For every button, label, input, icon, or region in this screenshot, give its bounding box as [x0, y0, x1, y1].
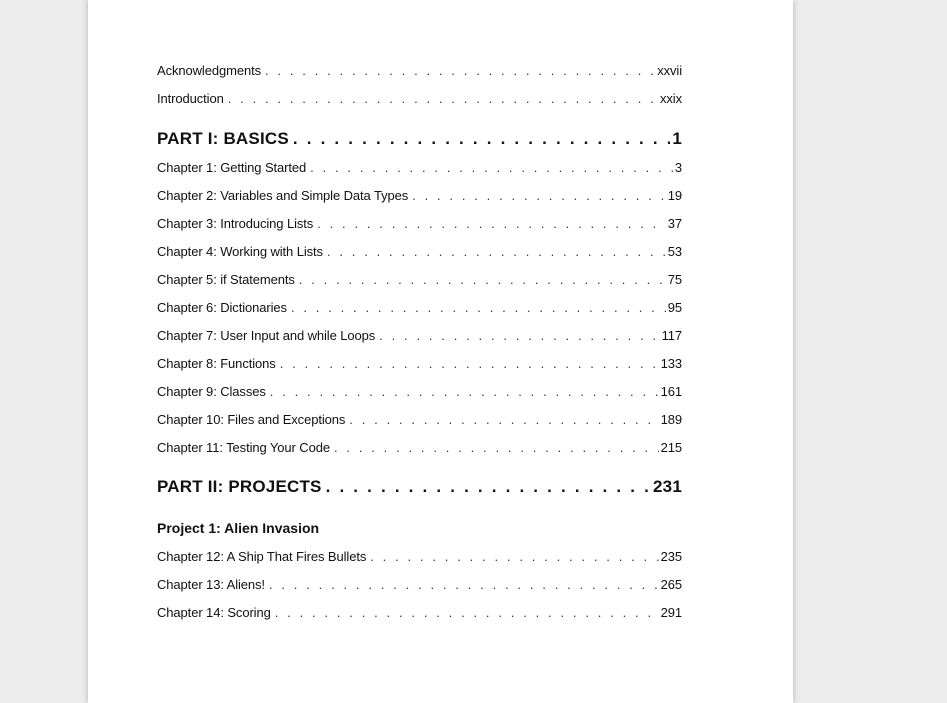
- toc-chapter-7[interactable]: [157, 328, 682, 343]
- toc-entry-page: 19: [667, 188, 682, 203]
- document-page: [88, 0, 793, 703]
- toc-entry-page: 75: [667, 272, 682, 287]
- toc-part-label: PART II: PROJECTS: [157, 477, 322, 496]
- toc-entry-acknowledgments[interactable]: [157, 63, 682, 78]
- toc-entry-page: 215: [660, 440, 682, 455]
- toc-entry-page: xxvii: [657, 63, 682, 78]
- toc-entry-page: 117: [661, 328, 682, 343]
- dot-leader: [299, 272, 666, 287]
- toc-chapter-5[interactable]: [157, 272, 682, 287]
- dot-leader: [379, 328, 659, 343]
- dot-leader: [310, 160, 673, 175]
- toc-chapter-1[interactable]: [157, 160, 682, 175]
- toc-entry-page: 53: [667, 244, 682, 259]
- toc-chapter-13[interactable]: [157, 577, 682, 592]
- dot-leader: [334, 440, 659, 455]
- toc-entry-page: 235: [660, 549, 682, 564]
- dot-leader: [280, 356, 659, 371]
- dot-leader: [317, 216, 666, 231]
- toc-part-page: 231: [653, 477, 682, 496]
- toc-entry-label: Chapter 7: User Input and while Loops: [157, 328, 376, 343]
- toc-entry-label: Chapter 8: Functions: [157, 356, 276, 371]
- toc-entry-label: Chapter 2: Variables and Simple Data Types: [157, 188, 409, 203]
- toc-entry-page: 291: [660, 605, 682, 620]
- toc-entry-page: 265: [660, 577, 682, 592]
- toc-chapter-4[interactable]: [157, 244, 682, 259]
- dot-leader: [265, 63, 655, 78]
- toc-entry-label: Chapter 3: Introducing Lists: [157, 216, 314, 231]
- toc-entry-page: 95: [667, 300, 682, 315]
- toc-entry-label: Chapter 13: Aliens!: [157, 577, 265, 592]
- toc-chapter-11[interactable]: [157, 440, 682, 455]
- toc-entry-introduction[interactable]: [157, 91, 682, 106]
- toc-entry-label: Chapter 14: Scoring: [157, 605, 271, 620]
- toc-entry-label: Chapter 11: Testing Your Code: [157, 440, 330, 455]
- toc-part-projects[interactable]: [157, 477, 682, 497]
- toc-chapter-12[interactable]: [157, 549, 682, 564]
- toc-chapter-8[interactable]: [157, 356, 682, 371]
- toc-chapter-10[interactable]: [157, 412, 682, 427]
- toc-entry-page: 3: [674, 160, 682, 175]
- dot-leader: [228, 91, 658, 106]
- dot-leader: [412, 188, 666, 203]
- dot-leader: [370, 549, 658, 564]
- toc-part-label: PART I: BASICS: [157, 129, 289, 148]
- dot-leader: [293, 129, 670, 149]
- toc-chapter-9[interactable]: [157, 384, 682, 399]
- toc-chapter-3[interactable]: [157, 216, 682, 231]
- dot-leader: [327, 244, 666, 259]
- toc-entry-page: 189: [660, 412, 682, 427]
- toc-entry-page: 133: [660, 356, 682, 371]
- dot-leader: [349, 412, 658, 427]
- toc-chapter-6[interactable]: [157, 300, 682, 315]
- toc-entry-label: Acknowledgments: [157, 63, 261, 78]
- toc-part-basics[interactable]: [157, 129, 682, 149]
- toc-entry-page: 37: [667, 216, 682, 231]
- toc-project-heading: Project 1: Alien Invasion: [157, 520, 320, 536]
- toc-entry-label: Introduction: [157, 91, 224, 106]
- toc-entry-label: Chapter 1: Getting Started: [157, 160, 307, 175]
- toc-chapter-14[interactable]: [157, 605, 682, 620]
- toc-entry-label: Chapter 12: A Ship That Fires Bullets: [157, 549, 367, 564]
- toc-part-page: 1: [672, 129, 682, 148]
- toc-entry-label: Chapter 6: Dictionaries: [157, 300, 287, 315]
- toc-entry-label: Chapter 4: Working with Lists: [157, 244, 323, 259]
- toc-entry-page: xxix: [660, 91, 682, 106]
- dot-leader: [291, 300, 666, 315]
- toc-entry-label: Chapter 9: Classes: [157, 384, 266, 399]
- dot-leader: [326, 477, 651, 497]
- dot-leader: [270, 384, 659, 399]
- toc-entry-page: 161: [660, 384, 682, 399]
- dot-leader: [269, 577, 659, 592]
- toc-chapter-2[interactable]: [157, 188, 682, 203]
- dot-leader: [275, 605, 659, 620]
- toc-entry-label: Chapter 5: if Statements: [157, 272, 295, 287]
- toc-entry-label: Chapter 10: Files and Exceptions: [157, 412, 346, 427]
